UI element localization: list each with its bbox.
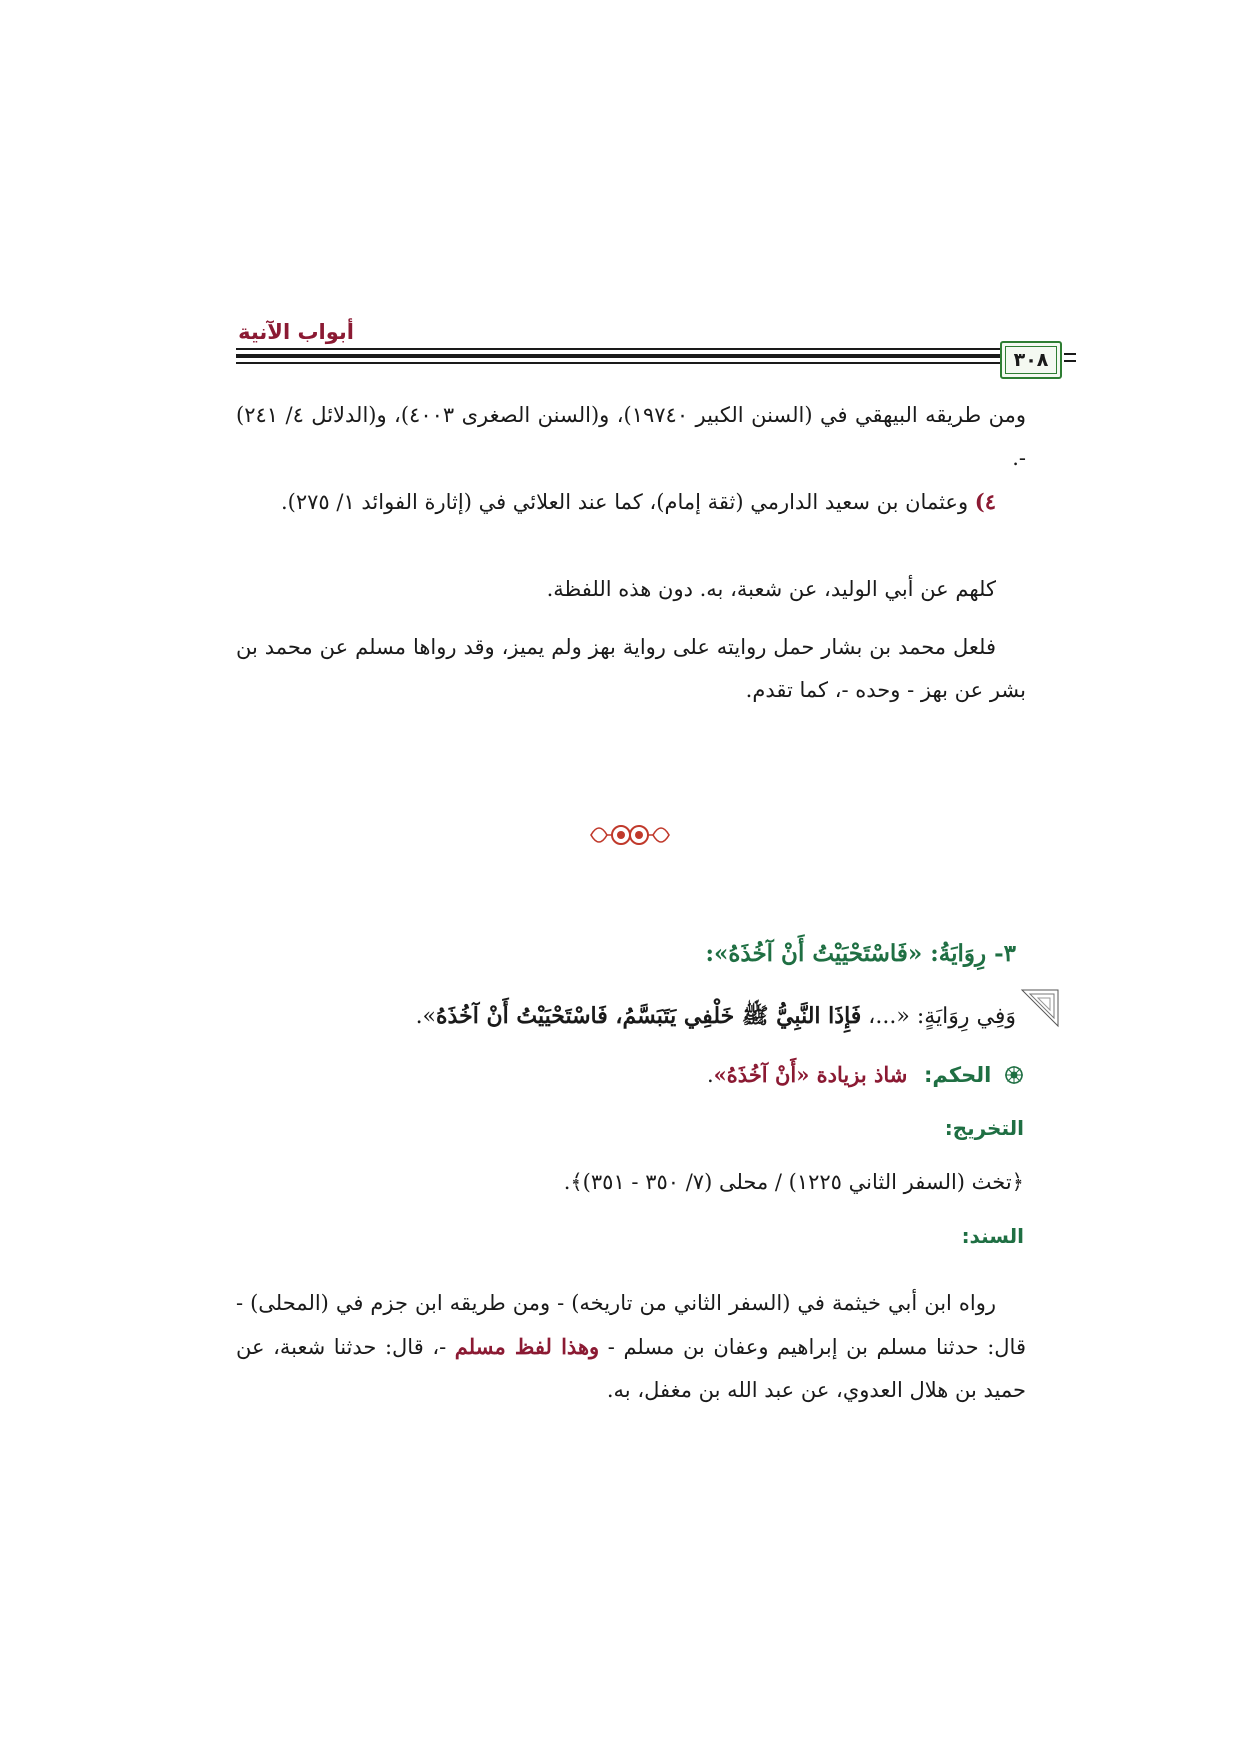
- hadith-quote: [196, 1002, 1016, 1034]
- header-rule-middle: [236, 354, 1000, 358]
- quote-end: ».: [415, 1004, 437, 1029]
- sanad-text-1: رواه ابن أبي خيثمة في (السفر الثاني من تاريخه) - ومن طريقه ابن جزم في (المحلى) - قال: حدثنا مسلم بن إبراهيم وعفان بن مسلم -: [236, 1291, 1026, 1359]
- ornament-divider-icon: [585, 815, 675, 855]
- section-heading: ٣- رِوَايَةُ: «فَاسْتَحْيَيْتُ أَنْ آخُذَهُ»:: [705, 940, 1016, 967]
- paragraph-2: [236, 480, 1026, 524]
- paragraph-4: فلعل محمد بن بشار حمل روايته على رواية بهز ولم يميز، وقد رواها مسلم عن محمد بن بشر عن بهز - وحده -، كما تقدم.: [236, 635, 1026, 702]
- list-number: ٤): [974, 489, 996, 514]
- takhrij-text: ﴿تخث (السفر الثاني ١٢٢٥) / محلى (٧/ ٣٥٠ - ٣٥١)﴾.: [563, 1170, 1024, 1194]
- header-rule-top: [236, 348, 1000, 350]
- takhrij-heading: التخريج:: [944, 1116, 1024, 1140]
- header-rule-right-short-b: [1064, 360, 1076, 362]
- header-rule-bottom: [236, 362, 1000, 364]
- ruling-value: شاذ بزيادة «أَنْ آخُذَهُ»: [713, 1062, 908, 1087]
- quote-intro: وَفِي رِوَايَةٍ: «...،: [861, 1004, 1016, 1029]
- sanad-highlight: وهذا لفظ مسلم: [454, 1334, 600, 1359]
- quote-bold-text: فَإِذَا النَّبِيُّ ﷺ خَلْفِي يَتَبَسَّمُ، فَاسْتَحْيَيْتُ أَنْ آخُذَهُ: [436, 1003, 862, 1029]
- page-number-badge: [1000, 341, 1062, 379]
- corner-decoration-icon: [1020, 988, 1060, 1028]
- header-rule-right-short-a: [1064, 353, 1076, 355]
- sanad-text-2: -، قال: حدثنا شعبة، عن حميد بن هلال العدوي، عن عبد الله بن مغفل، به.: [236, 1335, 1026, 1402]
- flower-icon: [1004, 1065, 1024, 1085]
- ruling-line: [224, 1062, 1024, 1087]
- paragraph-3: كلهم عن أبي الوليد، عن شعبة، به. دون هذه اللفظة.: [546, 577, 996, 601]
- ruling-end: .: [706, 1063, 714, 1087]
- sanad-heading: السند:: [961, 1224, 1024, 1248]
- page-number: ٣٠٨: [1013, 349, 1049, 371]
- ruling-label: الحكم:: [924, 1063, 992, 1087]
- paragraph-1: ومن طريقه البيهقي في (السنن الكبير ١٩٧٤٠)، و(السنن الصغرى ٤٠٠٣)، و(الدلائل ٤/ ٢٤١) -.: [236, 403, 1027, 470]
- chapter-title: أبواب الآنية: [238, 320, 354, 344]
- sanad-paragraph: [236, 1282, 1026, 1412]
- paragraph-2-text: وعثمان بن سعيد الدارمي (ثقة إمام)، كما عند العلائي في (إثارة الفوائد ١/ ٢٧٥).: [280, 490, 975, 514]
